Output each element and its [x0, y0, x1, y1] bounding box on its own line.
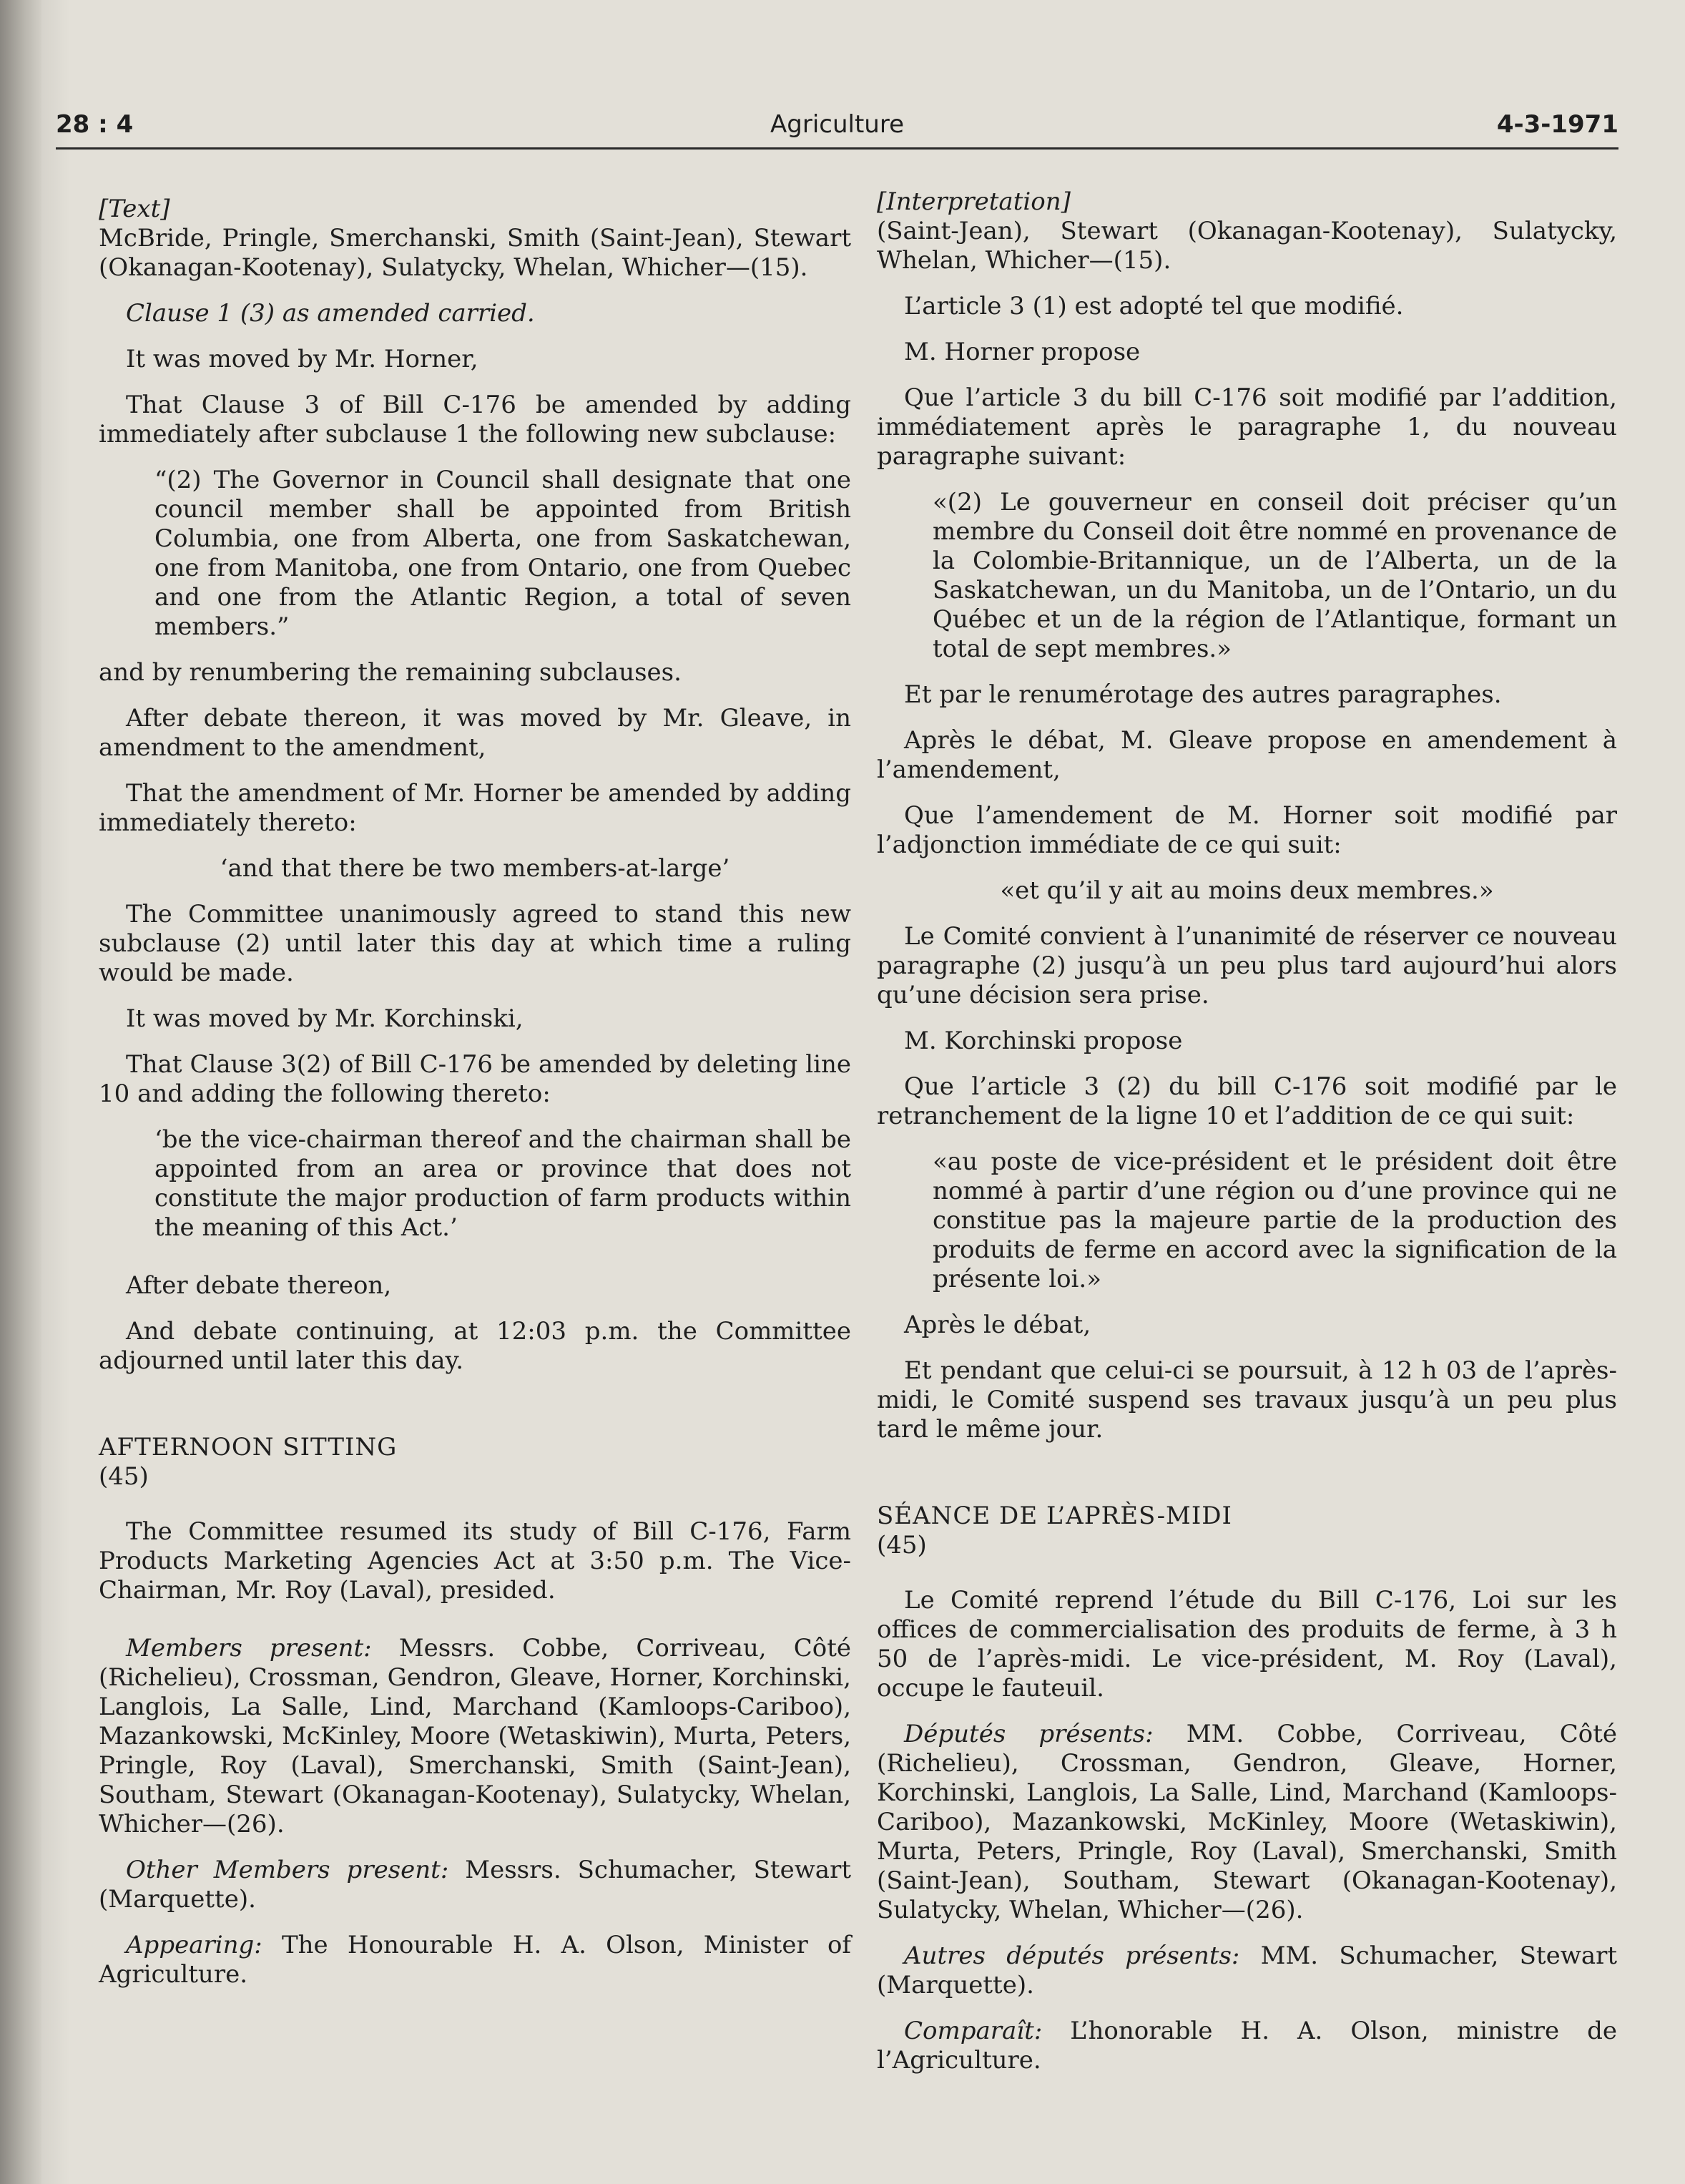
after-debate-fr: Après le débat,: [904, 1311, 1091, 1339]
english-column: [99, 195, 851, 2006]
sitting-number-fr: (45): [877, 1531, 927, 1559]
comparait-label: Comparaît:: [904, 2017, 1043, 2045]
seance-heading: SÉANCE DE L’APRÈS-MIDI: [877, 1502, 1232, 1530]
page-date: 4-3-1971: [1496, 110, 1618, 139]
moved-horner: It was moved by Mr. Horner,: [126, 345, 478, 373]
renumbering: and by renumbering the remaining subclauses.: [99, 658, 682, 687]
korchinski-propose: M. Korchinski propose: [904, 1027, 1183, 1055]
resumed: The Committee resumed its study of Bill C-176, Farm Products Marketing Agencies Act at 3:50 p.m. The Vice-Chairman, Mr. Roy (Laval), presided.: [99, 1517, 851, 1605]
members-continued: McBride, Pringle, Smerchanski, Smith (Saint-Jean), Stewart (Okanagan-Kootenay), Sulatycky, Whelan, Whicher—(15).: [99, 224, 851, 282]
motion-korchinski: That Clause 3(2) of Bill C-176 be amended by deleting line 10 and adding the following thereto:: [99, 1050, 851, 1108]
members-present-text: Messrs. Cobbe, Corriveau, Côté (Richelieu), Crossman, Gendron, Gleave, Horner, Korchinski, Langlois, La Salle, Lind, Marchand (Kamloops-Cariboo), Mazankowski, McKinley, Moore (Wetaskiwin), Murta, Peters, Pringle, Roy (Laval), Smerchanski, Smith (Saint-Jean), Southam, Stewart (Okanagan-Kootenay), Sulatycky, Whelan, Whicher—(26).: [99, 1634, 851, 1838]
deputes-presents-text: MM. Cobbe, Corriveau, Côté (Richelieu), Crossman, Gendron, Gleave, Horner, Korchinski, Langlois, La Salle, Lind, Marchand (Kamloops-Cariboo), Mazankowski, McKinley, Moore (Wetaskiwin), Murta, Peters, Pringle, Roy (Laval), Smerchanski, Smith (Saint-Jean), Southam, Stewart (Okanagan-Kootenay), Sulatycky, Whelan, Whicher—(26).: [877, 1720, 1617, 1924]
korchinski-motion-fr: Que l’article 3 (2) du bill C-176 soit modifié par le retranchement de la ligne 10 et l’addition de ce qui suit:: [877, 1072, 1617, 1130]
other-members-label: Other Members present:: [126, 1856, 449, 1884]
suspend: Et pendant que celui-ci se poursuit, à 12 h 03 de l’après-midi, le Comité suspend ses travaux jusqu’à un peu plus tard le même jour.: [877, 1356, 1617, 1444]
text-tag: [Text]: [99, 195, 170, 223]
book-spine-shadow: [0, 0, 41, 2184]
comparait: [877, 2017, 1617, 2075]
page-header: [56, 106, 1618, 150]
appearing: [99, 1931, 851, 1989]
appearing-label: Appearing:: [126, 1931, 262, 1959]
renumbering-fr: Et par le renumérotage des autres paragraphes.: [904, 680, 1502, 709]
quote-horner: “(2) The Governor in Council shall designate that one council member shall be appointed from British Columbia, one from Alberta, one from Saskatchewan, one from Manitoba, one from Ontario, one from Quebec and one from the Atlantic Region, a total of seven members.”: [154, 466, 851, 641]
gleave-quote-fr: «et qu’il y ait au moins deux membres.»: [1000, 876, 1494, 905]
reserve: Le Comité convient à l’unanimité de réserver ce nouveau paragraphe (2) jusqu’à un peu plus tard aujourd’hui alors qu’une décision sera prise.: [877, 922, 1617, 1009]
gleave-motion: That the amendment of Mr. Horner be amended by adding immediately thereto:: [99, 779, 851, 837]
gleave-propose: Après le débat, M. Gleave propose en amendement à l’amendement,: [877, 726, 1617, 784]
gleave-motion-fr: Que l’amendement de M. Horner soit modifié par l’adjonction immédiate de ce qui suit:: [877, 801, 1617, 859]
afternoon-sitting-heading: AFTERNOON SITTING: [99, 1433, 398, 1461]
sitting-number: (45): [99, 1462, 149, 1491]
adjourned: And debate continuing, at 12:03 p.m. the Committee adjourned until later this day.: [99, 1317, 851, 1375]
article-adopted: L’article 3 (1) est adopté tel que modifié.: [904, 292, 1404, 320]
motion-horner: That Clause 3 of Bill C-176 be amended by adding immediately after subclause 1 the following new subclause:: [99, 391, 851, 449]
appearing-text: The Honourable H. A. Olson, Minister of Agriculture.: [99, 1931, 851, 1989]
clause-carried: Clause 1 (3) as amended carried.: [126, 299, 535, 328]
gleave-moved: After debate thereon, it was moved by Mr. Gleave, in amendment to the amendment,: [99, 704, 851, 762]
autres-deputes: [877, 1941, 1617, 2000]
members-present: [99, 1634, 851, 1839]
korchinski-quote-fr: «au poste de vice-président et le président doit être nommé à partir d’une région ou d’une province qui ne constitue pas la majeure partie de la production des produits de ferme en accord avec la signification de la présente loi.»: [933, 1147, 1617, 1293]
horner-propose: M. Horner propose: [904, 338, 1141, 366]
interpretation-tag: [Interpretation]: [877, 187, 1071, 216]
running-title: Agriculture: [770, 110, 904, 139]
deputes-presents-label: Députés présents:: [904, 1720, 1154, 1748]
other-members-text: Messrs. Schumacher, Stewart (Marquette).: [99, 1856, 851, 1914]
deputes-presents: [877, 1720, 1617, 1925]
resumed-fr: Le Comité reprend l’étude du Bill C-176, Loi sur les offices de commercialisation des produits de ferme, à 3 h 50 de l’après-midi. Le vice-président, M. Roy (Laval), occupe le fauteuil.: [877, 1586, 1617, 1703]
comparait-text: L’honorable H. A. Olson, ministre de l’Agriculture.: [877, 2017, 1617, 2075]
after-debate: After debate thereon,: [126, 1271, 392, 1300]
members-present-label: Members present:: [126, 1634, 372, 1663]
other-members: [99, 1856, 851, 1914]
horner-quote-fr: «(2) Le gouverneur en conseil doit préciser qu’un membre du Conseil doit être nommé en provenance de la Colombie-Britannique, un de l’Alberta, un de la Saskatchewan, un du Manitoba, un de l’Ontario, un du Québec et un de la région de l’Atlantique, formant un total de sept membres.»: [933, 488, 1617, 663]
autres-deputes-text: MM. Schumacher, Stewart (Marquette).: [877, 1941, 1617, 1999]
stand-agreed: The Committee unanimously agreed to stand this new subclause (2) until later this day at which time a ruling would be made.: [99, 900, 851, 987]
autres-deputes-label: Autres députés présents:: [904, 1941, 1240, 1970]
quote-korchinski: ‘be the vice-chairman thereof and the chairman shall be appointed from an area or province that does not constitute the major production of farm products within the meaning of this Act.’: [154, 1125, 851, 1242]
gleave-quote: ‘and that there be two members-at-large’: [220, 854, 730, 883]
horner-motion-fr: Que l’article 3 du bill C-176 soit modifié par l’addition, immédiatement après le paragraphe 1, du nouveau paragraphe suivant:: [877, 383, 1617, 471]
french-column: [877, 187, 1617, 2092]
moved-korchinski: It was moved by Mr. Korchinski,: [126, 1004, 524, 1033]
page-number: 28 : 4: [56, 110, 134, 139]
members-continued-fr: (Saint-Jean), Stewart (Okanagan-Kootenay), Sulatycky, Whelan, Whicher—(15).: [877, 217, 1617, 275]
